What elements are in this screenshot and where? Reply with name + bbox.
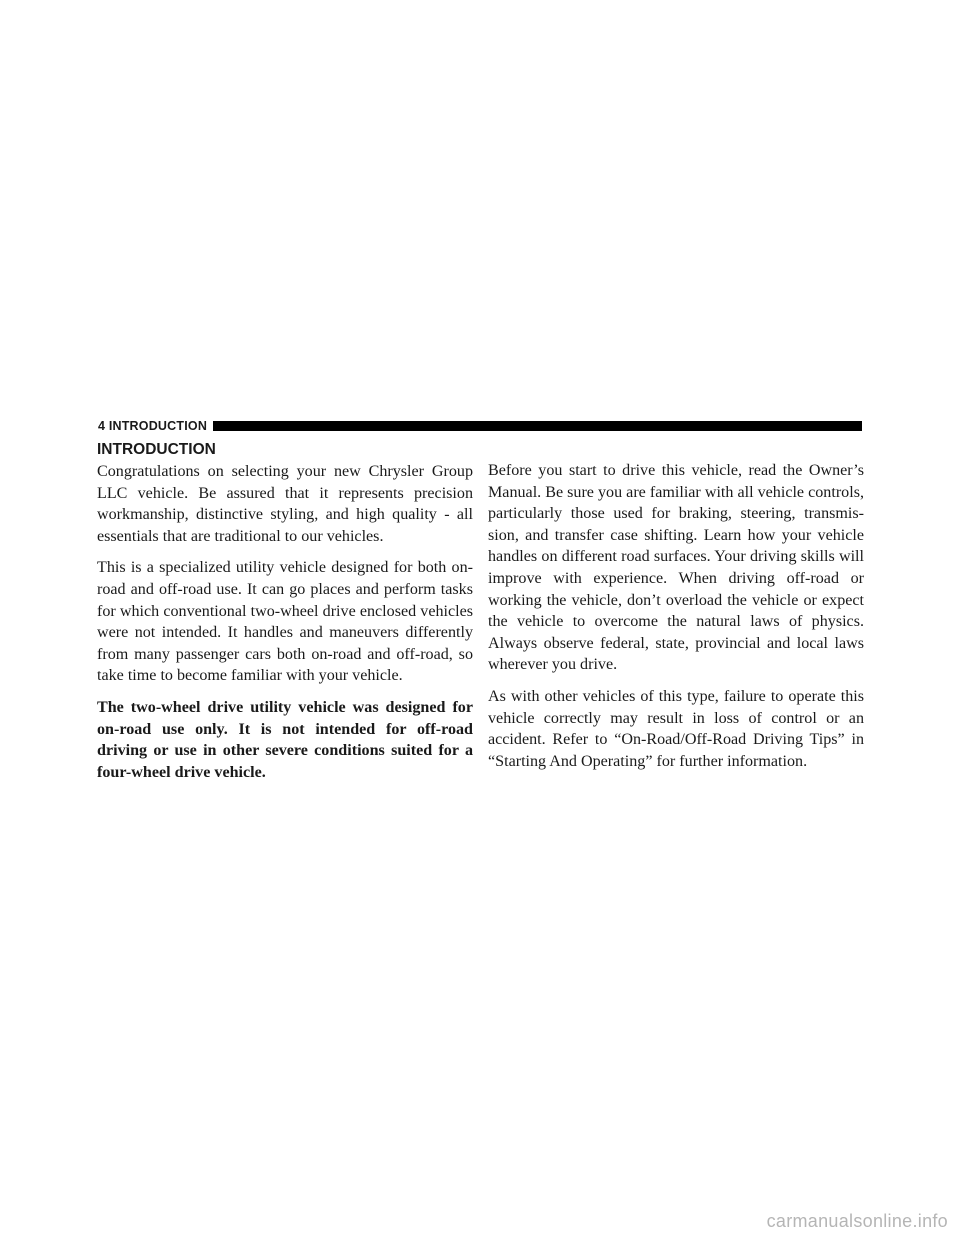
paragraph-congratulations: Congratulations on selecting your new Chrysler Group LLC vehicle. Be assured that it represents precision workmanship, distinctive styling, and high quality - all essentials that are traditional to our vehicles.	[97, 463, 473, 545]
left-column	[97, 440, 473, 793]
running-head	[98, 418, 862, 434]
page-number-header: 4 INTRODUCTION	[98, 419, 208, 433]
right-column	[488, 460, 864, 782]
paragraph-two-wheel-warning: The two-wheel drive utility vehicle was designed for on-road use only. It is not intended for off-road driving or use in other severe conditions suited for a four-wheel drive vehicle.	[97, 698, 473, 781]
paragraph-loss-of-control: As with other vehicles of this type, failure to operate this vehicle correctly may result in loss of control or an accident. Refer to “On-Road/Off-Road Driving Tips” in “Starting And Operating” for further information.	[488, 687, 864, 770]
site-watermark: carmanualsonline.info	[766, 1211, 948, 1231]
section-heading: INTRODUCTION	[97, 441, 216, 458]
header-rule	[213, 421, 862, 431]
paragraph-before-you-drive: Before you start to drive this vehicle, read the Owner’s Manual. Be sure you are familiar with all vehicle controls, particularly those used for braking, steering, transmis-sion, and transfer case shifting. Learn how your vehicle handles on different road surfaces. Your driving skills will improve with experience. When driving off-road or working the vehicle, don’t overload the vehicle or expect the vehicle to overcome the natural laws of physics. Always observe federal, state, provincial and local laws wherever you drive.	[488, 462, 864, 674]
paragraph-specialized-vehicle: This is a specialized utility vehicle designed for both on-road and off-road use. It can go places and perform tasks for which conventional two-wheel drive enclosed vehicles were not intended. It handles and maneuvers differently from many passenger cars both on-road and off-road, so take time to become familiar with your vehicle.	[97, 559, 473, 685]
